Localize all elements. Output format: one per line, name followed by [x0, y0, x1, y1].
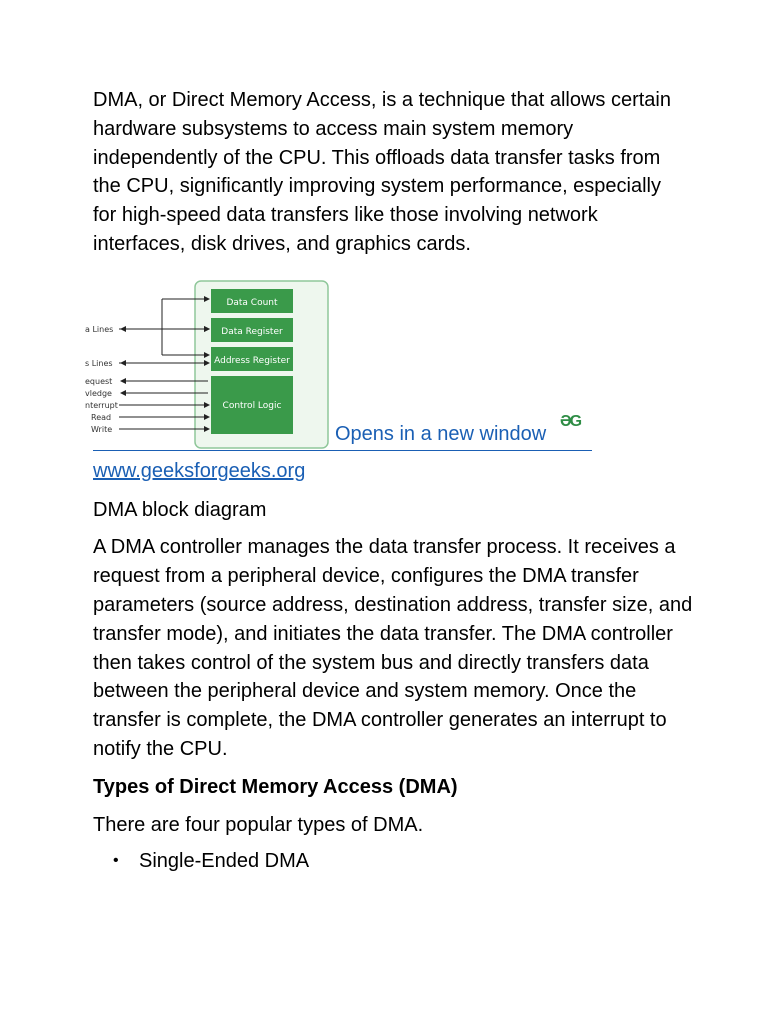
link-underline — [93, 450, 592, 451]
list-item — [93, 847, 693, 876]
list-item-text: Single-Ended DMA — [139, 850, 310, 873]
geeksforgeeks-site-link[interactable]: www.geeksforgeeks.org — [93, 459, 306, 482]
types-list — [93, 847, 693, 876]
diagram-label: a Lines — [85, 324, 114, 334]
controller-paragraph: A DMA controller manages the data transfer process. It receives a request from a peripheral device, configures the DMA transfer parameters (source address, destination address, transfer size, and transfer mode), and initiates the data transfer. The DMA controller then takes control of the system bus and directly transfers data between the peripheral device and system memory. Once the transfer is complete, the DMA controller generates an interrupt to notify the CPU. — [93, 536, 693, 760]
data-count-label: Data Count — [226, 297, 278, 308]
figure-with-link — [85, 277, 693, 453]
control-logic-label: Control Logic — [222, 400, 282, 411]
opens-in-new-window-link[interactable]: Opens in a new window — [335, 422, 547, 445]
dma-block-diagram — [83, 277, 333, 453]
diagram-label: equest — [85, 376, 113, 386]
diagram-label: vledge — [85, 388, 112, 398]
data-register-label: Data Register — [221, 326, 283, 337]
document-page — [85, 86, 693, 876]
intro-paragraph: DMA, or Direct Memory Access, is a technique that allows certain hardware subsystems to access main system memory independently of the CPU. This offloads data transfer tasks from the CPU, significantly improving system performance, especially for high-speed data transfers like those involving network interfaces, disk drives, and graphics cards. — [93, 89, 671, 255]
diagram-label: nterrupt — [85, 400, 118, 410]
geeksforgeeks-logo-icon[interactable]: ƏG — [560, 412, 581, 430]
types-heading: Types of Direct Memory Access (DMA) — [93, 775, 458, 798]
address-register-label: Address Register — [214, 355, 290, 366]
diagram-label: Read — [91, 412, 112, 422]
bullet-icon: • — [113, 852, 119, 870]
diagram-label: Write — [91, 424, 113, 434]
diagram-label: s Lines — [85, 358, 113, 368]
figure-caption: DMA block diagram — [93, 498, 267, 521]
types-intro: There are four popular types of DMA. — [93, 813, 424, 836]
